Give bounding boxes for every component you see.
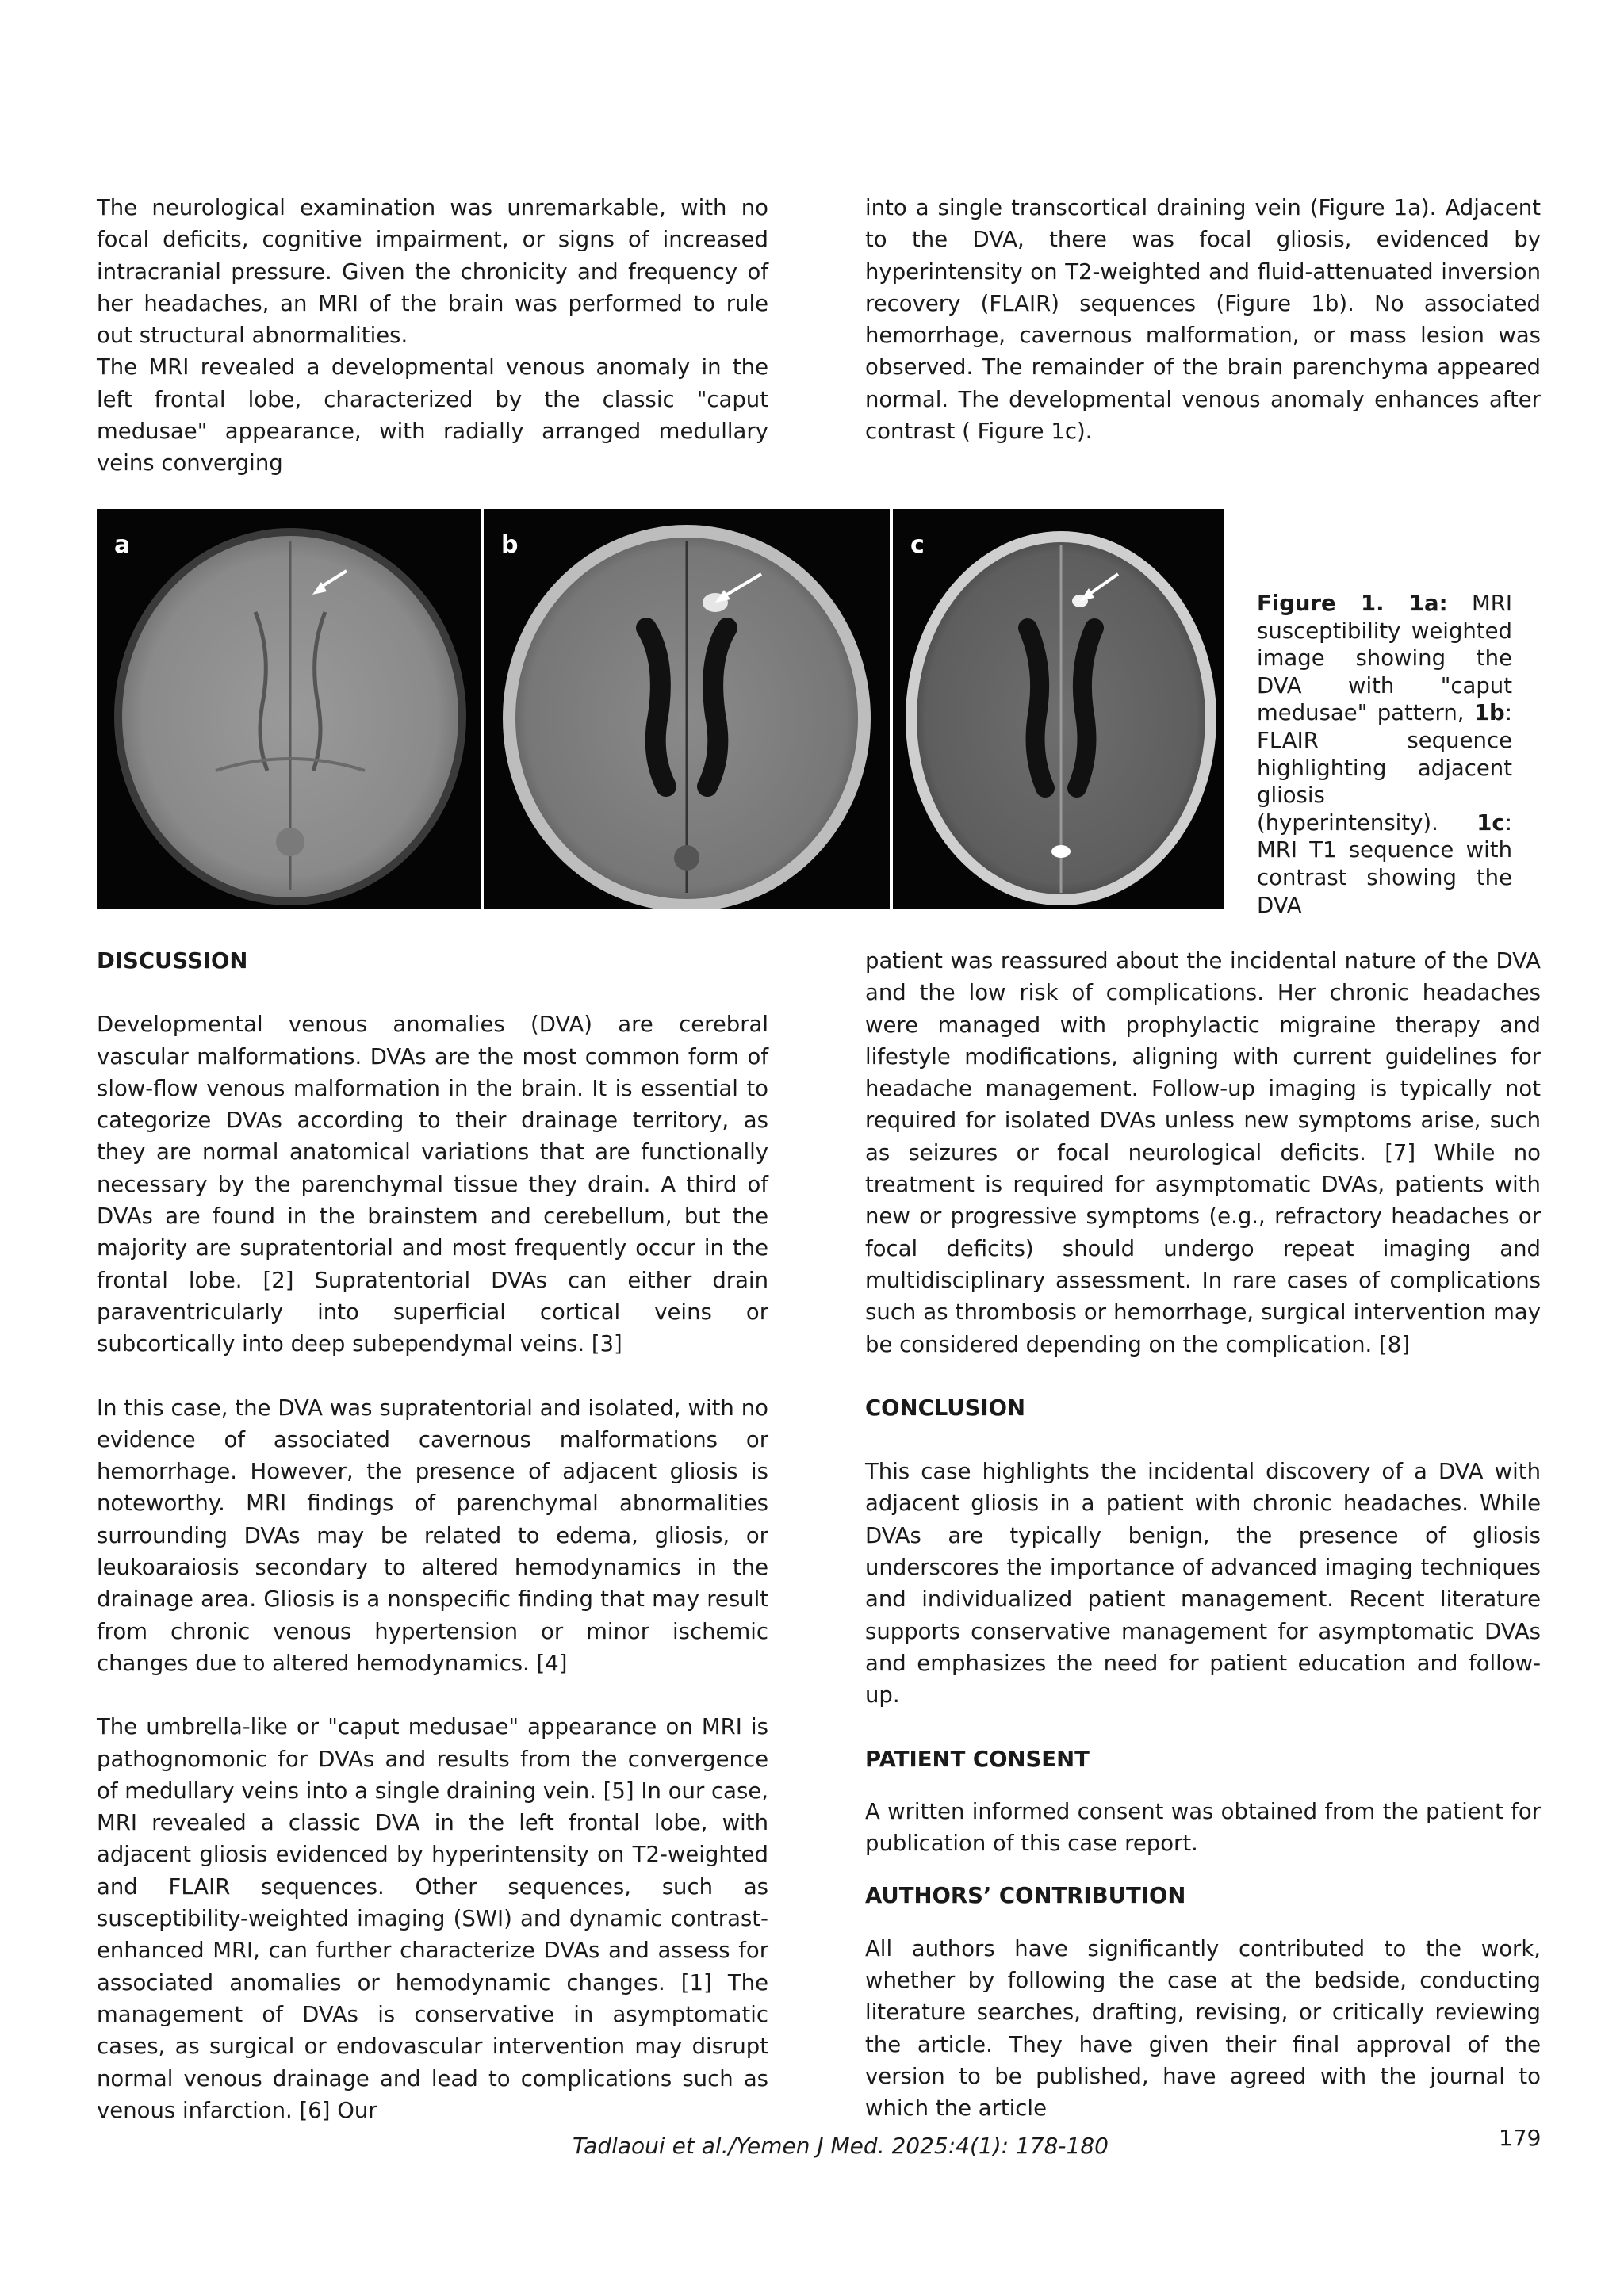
caption-1a: MRI susceptibility weighted image showing the DVA with "caput medusae" pattern, — [1257, 591, 1512, 726]
mri-panel-b — [484, 509, 890, 909]
paragraph: All authors have significantly contributed to the work, whether by following the case at the bedside, conducting literature searches, drafting, revising, or critically reviewing the article. They have given their final approval of the version to be published, have agreed with the journal to which the article — [865, 1935, 1541, 2122]
panel-label-a: a — [114, 531, 131, 559]
section-heading-conclusion: CONCLUSION — [865, 1395, 1026, 1421]
mri-image-flair — [484, 509, 890, 909]
paragraph: This case highlights the incidental discovery of a DVA with adjacent gliosis in a patient with chronic headaches. While DVAs are typically benign, the presence of gliosis underscores the importance of advanced imaging techniques and individualized patient management. Recent literature supports conservative management for asymptomatic DVAs and emphasizes the need for patient education and follow-up. — [865, 1459, 1541, 1709]
page-number: 179 — [1499, 2125, 1542, 2151]
mri-panel-a — [97, 509, 481, 909]
caption-1c: : MRI T1 sequence with contrast showing the DVA — [1257, 809, 1512, 918]
bottom-left-column — [97, 945, 768, 2126]
mri-image-swi — [97, 509, 481, 909]
section-heading-discussion: DISCUSSION — [97, 948, 248, 974]
section-heading-patient-consent: PATIENT CONSENT — [865, 1746, 1090, 1772]
paragraph: The neurological examination was unremarkable, with no focal deficits, cognitive impairment, or signs of increased intracranial pressure. Given the chronicity and frequency of her headaches, an MRI of the brain was performed to rule out structural abnormalities. — [97, 195, 768, 349]
mri-panel-c — [893, 509, 1224, 909]
top-left-column — [97, 192, 768, 480]
bottom-right-column — [865, 945, 1541, 2125]
paragraph: Developmental venous anomalies (DVA) are cerebral vascular malformations. DVAs are the most common form of slow-flow venous malformation in the brain. It is essential to categorize DVAs according to their drainage territory, as they are normal anatomical variations that are functionally necessary by the parenchymal tissue they drain. A third of DVAs are found in the brainstem and cerebellum, but the majority are supratentorial and most frequently occur in the frontal lobe. [2] Supratentorial DVAs can either drain paraventricularly into superficial cortical veins or subcortically into deep subependymal veins. [3] — [97, 1012, 768, 1357]
paragraph: The umbrella-like or "caput medusae" appearance on MRI is pathognomonic for DVAs and results from the convergence of medullary veins into a single draining vein. [5] In our case, MRI revealed a classic DVA in the left frontal lobe, with adjacent gliosis evidenced by hyperintensity on T2-weighted and FLAIR sequences. Other sequences, such as susceptibility-weighted imaging (SWI) and dynamic contrast-enhanced MRI, can further characterize DVAs and assess for associated anomalies or hemodynamic changes. [1] The management of DVAs is conservative in asymptomatic cases, as surgical or endovascular intervention may disrupt normal venous drainage and lead to complications such as venous infarction. [6] Our — [97, 1714, 768, 2123]
panel-label-c: c — [910, 531, 925, 559]
paragraph: patient was reassured about the incidental nature of the DVA and the low risk of complications. Her chronic headaches were managed with prophylactic migraine therapy and lifestyle modifications, aligning with current guidelines for headache management. Follow-up imaging is typically not required for isolated DVAs unless new symptoms arise, such as seizures or focal neurological deficits. [7] While no treatment is required for asymptomatic DVAs, patients with new or progressive symptoms (e.g., refractory headaches or focal deficits) should undergo repeat imaging and multidisciplinary assessment. In rare cases of complications such as thrombosis or hemorrhage, surgical intervention may be considered depending on the complication. [8] — [865, 948, 1541, 1357]
figure-caption — [1257, 590, 1512, 919]
paragraph: A written informed consent was obtained from the patient for publication of this case report. — [865, 1798, 1541, 1857]
top-right-column — [865, 192, 1541, 447]
paragraph: The MRI revealed a developmental venous anomaly in the left frontal lobe, characterized by the classic "caput medusae" appearance, with radially arranged medullary veins converging — [97, 354, 768, 476]
paragraph: into a single transcortical draining vein (Figure 1a). Adjacent to the DVA, there was focal gliosis, evidenced by hyperintensity on T2-weighted and fluid-attenuated inversion recovery (FLAIR) sequences (Figure 1b). No associated hemorrhage, cavernous malformation, or mass lesion was observed. The remainder of the brain parenchyma appeared normal. The developmental venous anomaly enhances after contrast ( Figure 1c). — [865, 195, 1541, 445]
mri-image-t1-contrast — [893, 509, 1224, 909]
footer-citation: Tadlaoui et al./Yemen J Med. 2025:4(1): 178-180 — [573, 2133, 1109, 2159]
paragraph: In this case, the DVA was supratentorial and isolated, with no evidence of associated cavernous malformations or hemorrhage. However, the presence of adjacent gliosis is noteworthy. MRI findings of parenchymal abnormalities surrounding DVAs may be related to edema, gliosis, or leukoaraiosis secondary to altered hemodynamics in the drainage area. Gliosis is a nonspecific finding that may result from chronic venous hypertension or minor ischemic changes due to altered hemodynamics. [4] — [97, 1395, 768, 1676]
figure-1 — [97, 509, 1224, 909]
section-heading-authors-contribution: AUTHORS’ CONTRIBUTION — [865, 1883, 1186, 1909]
panel-label-b: b — [501, 531, 519, 559]
caption-1b-label: 1b — [1473, 700, 1505, 726]
caption-lead: Figure 1. 1a: — [1257, 591, 1448, 616]
caption-1c-label: 1c — [1477, 809, 1505, 836]
caption-1b: : FLAIR sequence highlighting adjacent gliosis (hyperintensity). — [1257, 700, 1512, 836]
